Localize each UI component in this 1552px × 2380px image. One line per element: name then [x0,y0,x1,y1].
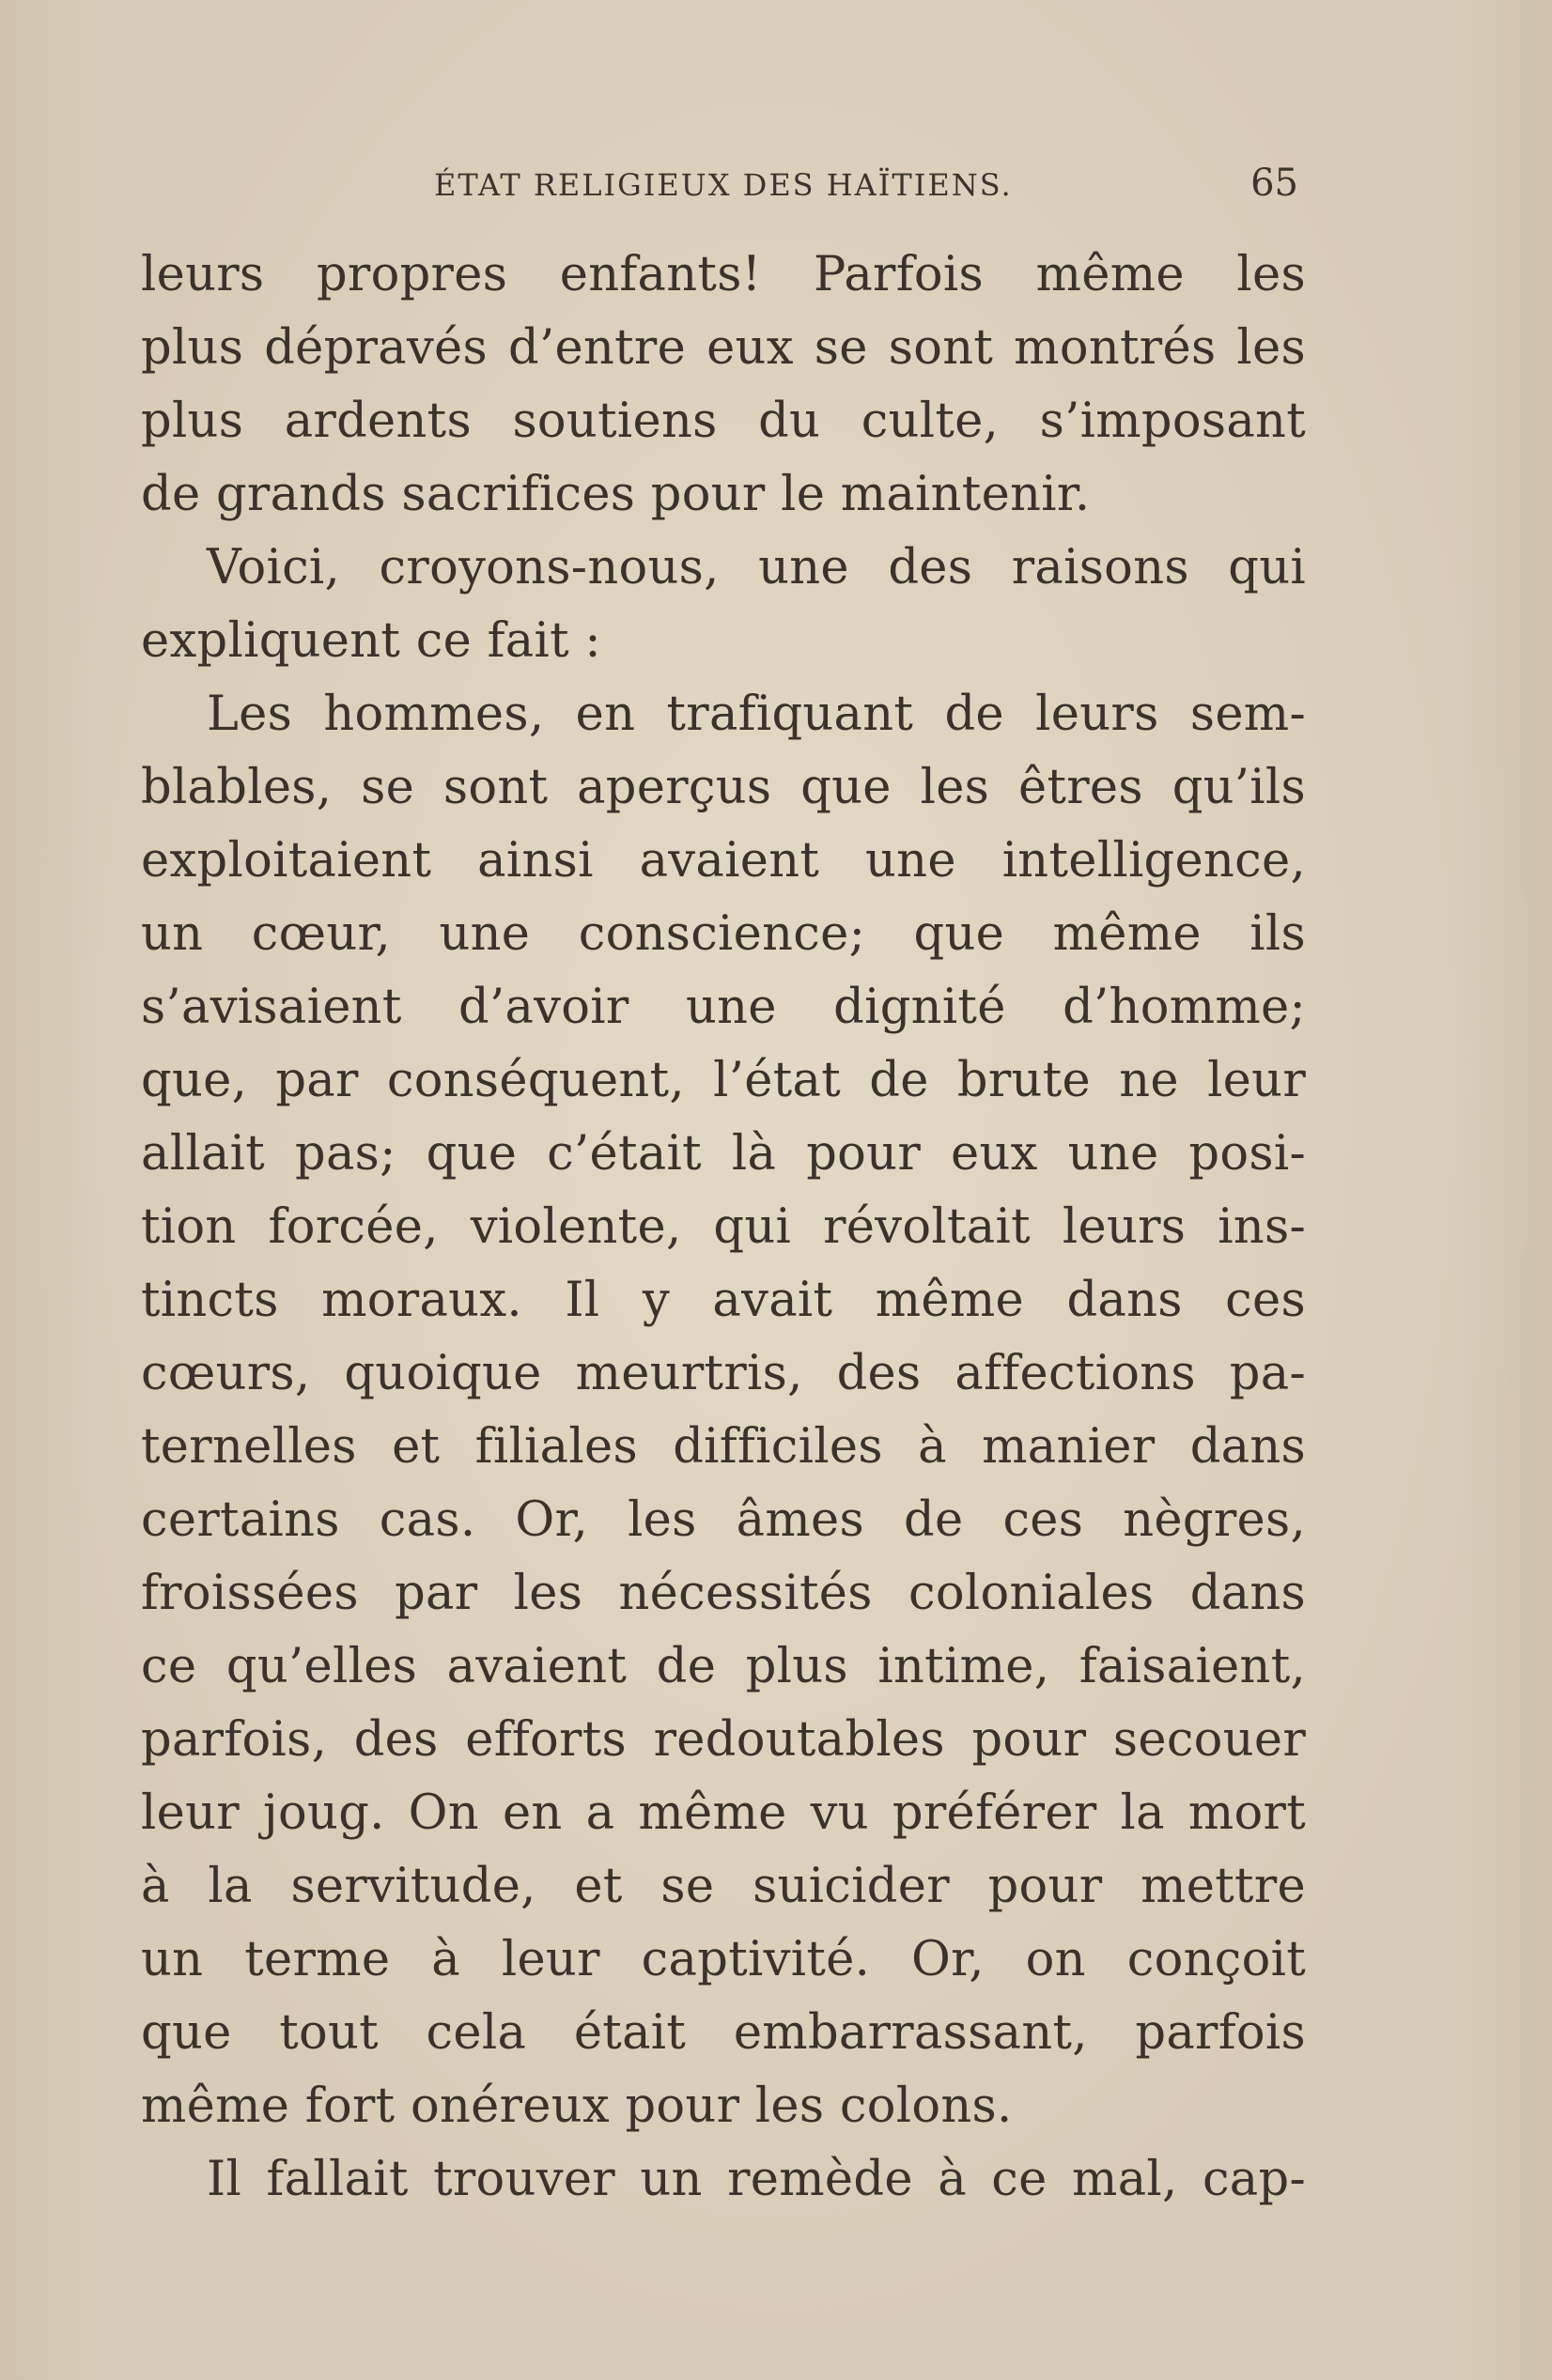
text-line: tincts moraux. Il y avait même dans ces [141,1273,1306,1328]
text-line: plus dépravés d’entre eux se sont montrés les [141,320,1306,376]
text-line: ternelles et filiales difficiles à manier dans [141,1419,1306,1475]
text-line: un cœur, une conscience; que même ils [141,906,1306,962]
text-line: allait pas; que c’était là pour eux une posi- [141,1126,1306,1182]
body-text [141,239,1306,2217]
text-line: de grands sacrifices pour le maintenir. [141,467,1091,522]
text-line: s’avisaient d’avoir une dignité d’homme; [141,980,1306,1035]
text-line: blables, se sont aperçus que les êtres qu’ils [141,760,1306,815]
text-line: plus ardents soutiens du culte, s’imposant [141,394,1306,449]
text-line: tion forcée, violente, qui révoltait leurs ins- [141,1199,1306,1255]
paragraph-start-line: Les hommes, en trafiquant de leurs sem- [207,687,1306,742]
text-line: cœurs, quoique meurtris, des affections pa- [141,1346,1306,1401]
page-number: 65 [1250,162,1298,205]
text-line: à la servitude, et se suicider pour mettre [141,1859,1306,1914]
text-line: même fort onéreux pour les colons. [141,2079,1013,2134]
text-line: que tout cela était embarrassant, parfois [141,2005,1306,2061]
text-line: leurs propres enfants! Parfois même les [141,247,1306,302]
paragraph-start-line: Il fallait trouver un remède à ce mal, cap- [207,2152,1306,2207]
paragraph-start-line: Voici, croyons-nous, une des raisons qui [207,540,1306,595]
text-line: expliquent ce fait : [141,613,601,669]
text-line: certains cas. Or, les âmes de ces nègres, [141,1492,1306,1548]
running-title: ÉTAT RELIGIEUX DES HAÏTIENS. [434,167,1013,203]
text-line: parfois, des efforts redoutables pour secouer [141,1712,1306,1768]
running-head [150,162,1298,214]
text-line: exploitaient ainsi avaient une intelligence, [141,833,1306,889]
text-line: que, par conséquent, l’état de brute ne leur [141,1053,1306,1108]
text-line: un terme à leur captivité. Or, on conçoit [141,1932,1306,1987]
text-line: froissées par les nécessités coloniales dans [141,1566,1306,1621]
text-line: ce qu’elles avaient de plus intime, faisaient, [141,1639,1306,1694]
text-line: leur joug. On en a même vu préférer la mort [141,1785,1306,1841]
